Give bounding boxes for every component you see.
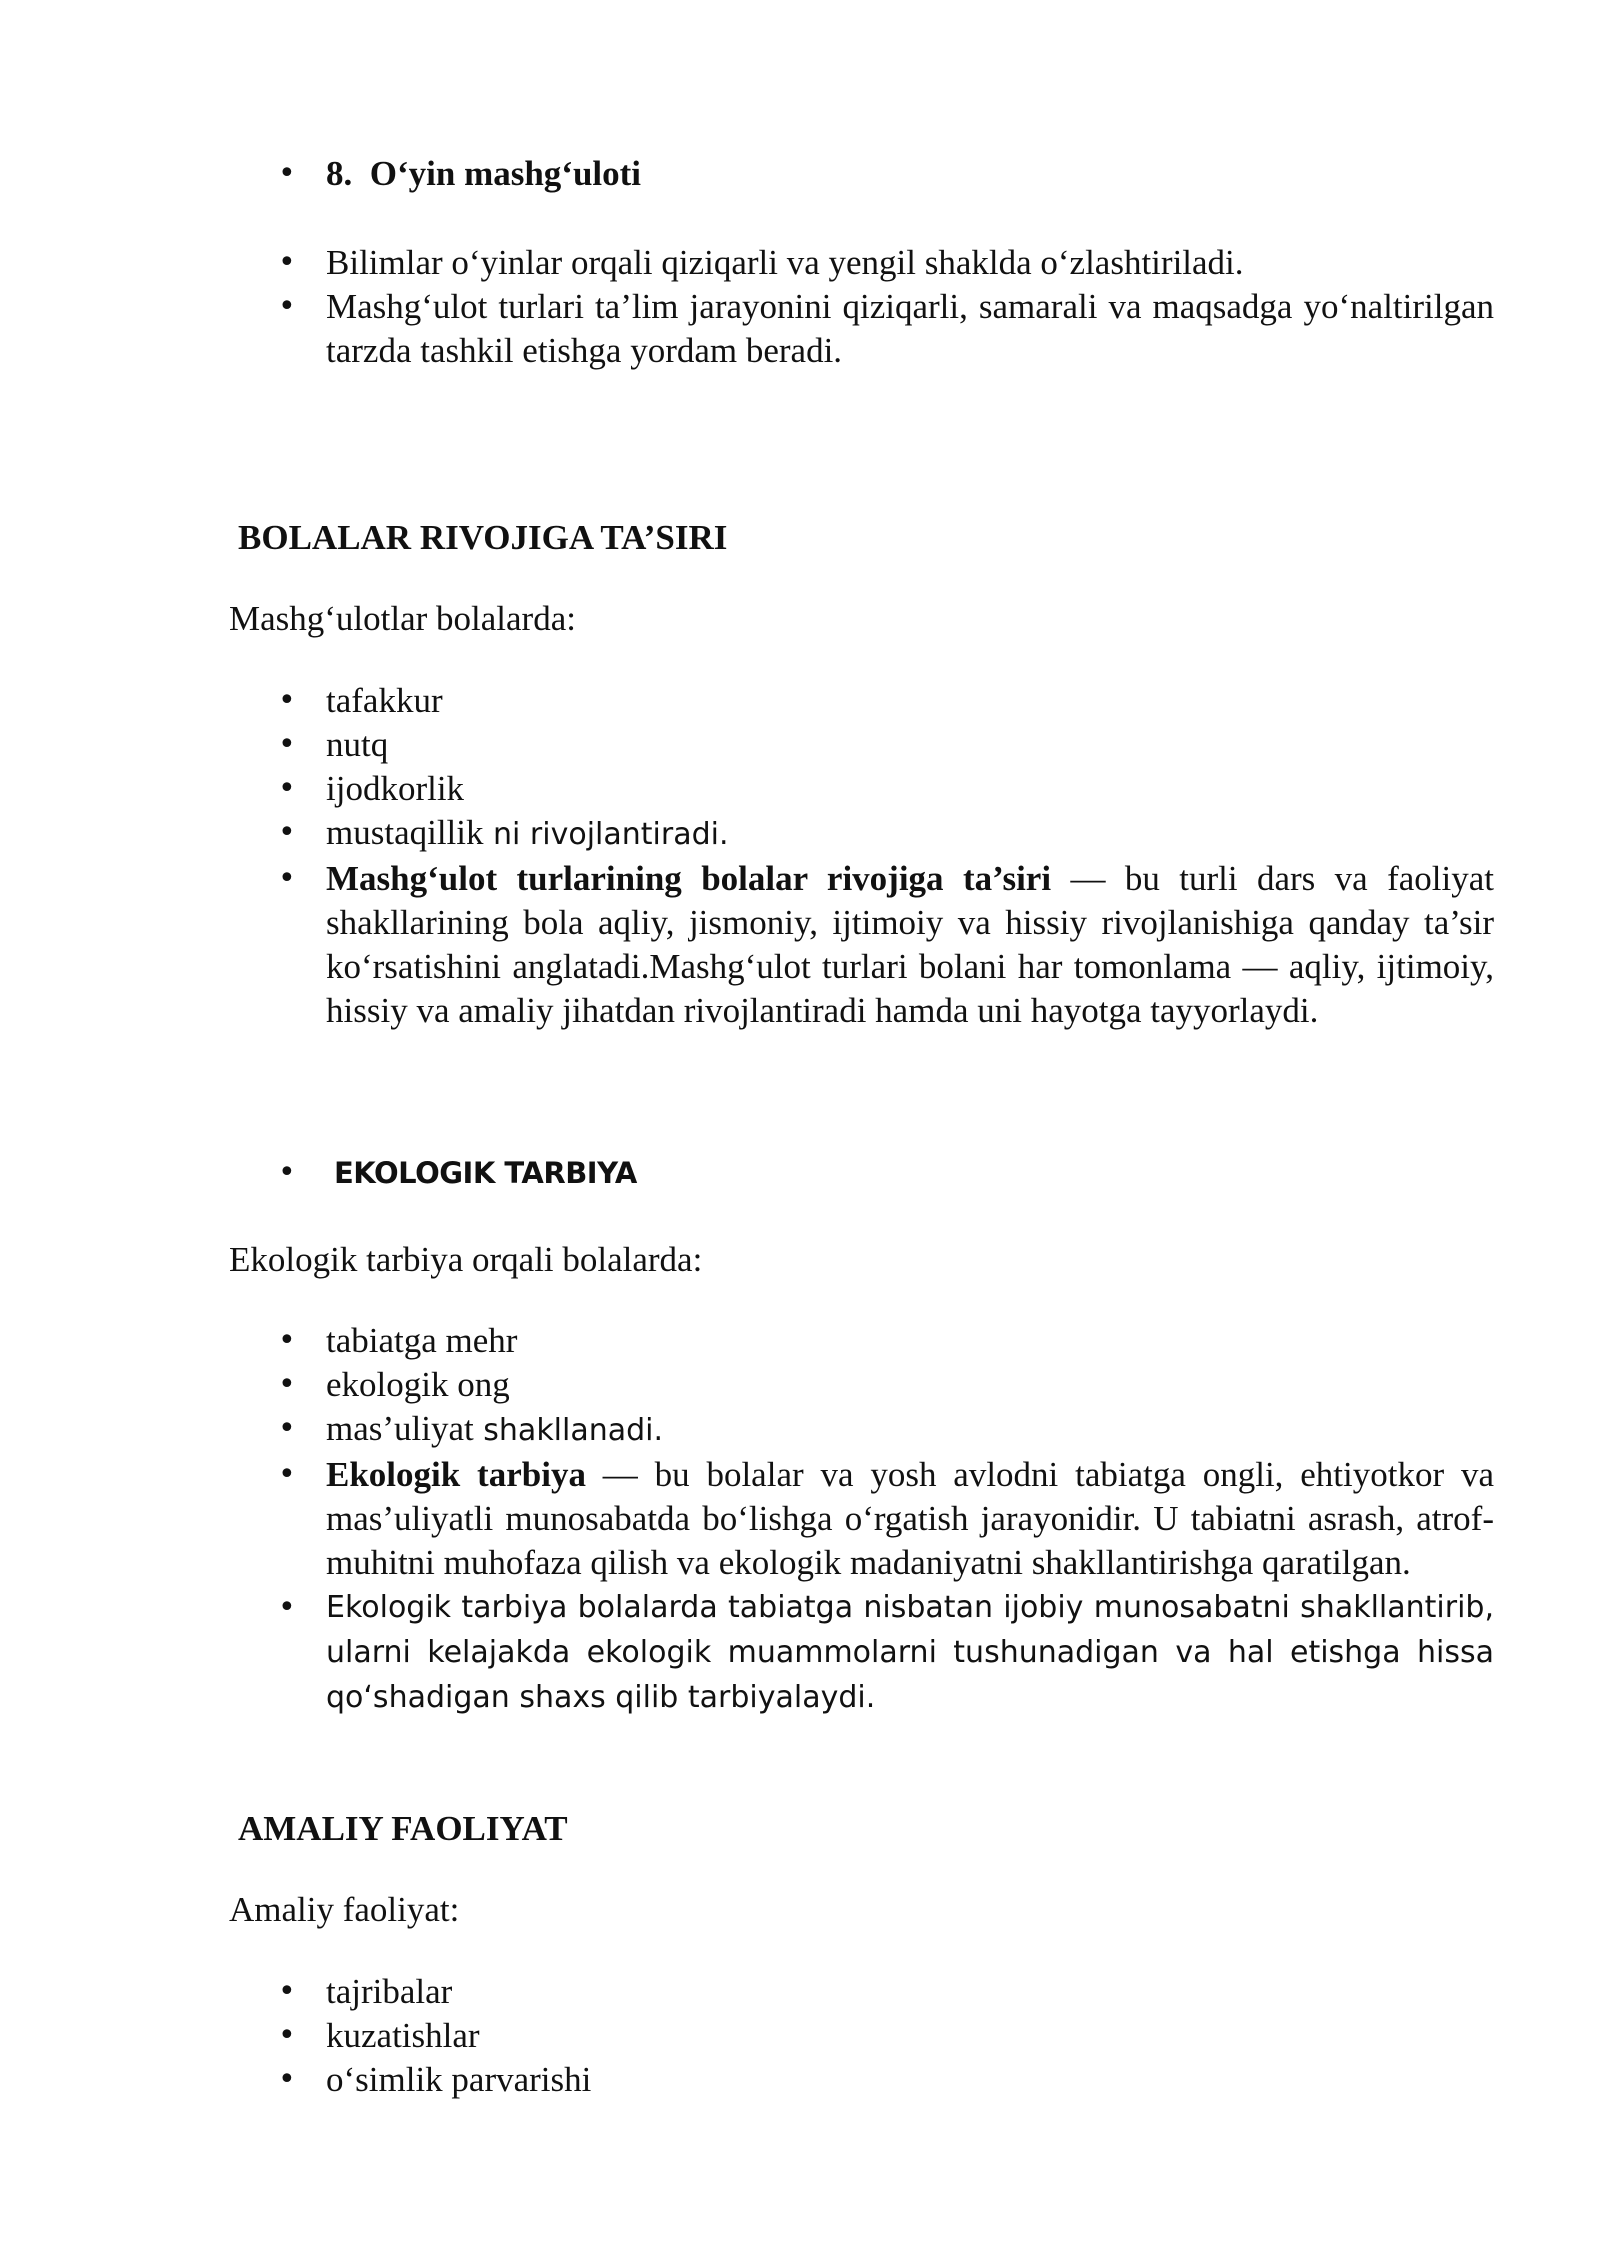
section-intro: Ekologik tarbiya orqali bolalarda: [229, 1240, 703, 1279]
list-item [0, 285, 1494, 373]
list-item-text: tafakkur [326, 681, 443, 720]
list-item [0, 767, 1494, 811]
list-item [0, 1585, 1494, 1720]
list-item [0, 857, 1494, 1033]
definition-term: Mashg‘ulot turlarining bolalar rivojiga ta’siri [326, 859, 1052, 898]
section2-bullets [0, 679, 1600, 1033]
list-item-text: o‘simlik parvarishi [326, 2060, 592, 2099]
bullet-icon: • [278, 1155, 296, 1190]
bullet-icon: • [278, 815, 296, 850]
list-item-text: mustaqillik [326, 813, 484, 852]
list-item [0, 2014, 1494, 2058]
list-item-text: mas’uliyat [326, 1409, 474, 1448]
bullet-icon: • [278, 245, 296, 280]
bullet-icon: • [278, 683, 296, 718]
bullet-icon: • [278, 289, 296, 324]
section-title: O‘yin mashg‘uloti [369, 154, 642, 193]
list-item [0, 152, 1494, 196]
list-item-text: tajribalar [326, 1972, 453, 2011]
section-heading: EKOLOGIK TARBIYA [334, 1156, 637, 1190]
list-item-text: kuzatishlar [326, 2016, 480, 2055]
section1-bullets [0, 241, 1600, 373]
definition-text: — bu turli dars va faoliyat shakllarining bola aqliy, jismoniy, ijtimoiy va hissiy rivojlanishiga qanday ta’sir ko‘rsatishini anglatadi.Mashg‘ulot turlari bolani har tomonlama — aqliy, ijtimoiy, hissiy va amaliy jihatdan rivojlantiradi hamda uni hayotga tayyorlaydi. [326, 859, 1494, 1030]
section-heading: BOLALAR RIVOJIGA TA’SIRI [238, 518, 728, 557]
list-item [0, 1970, 1494, 2014]
list-item [0, 1151, 1494, 1195]
list-item [0, 811, 1494, 857]
list-item-text: Bilimlar o‘yinlar orqali qiziqarli va yengil shaklda o‘zlashtiriladi. [326, 243, 1244, 282]
list-item [0, 1363, 1494, 1407]
list-item [0, 2058, 1494, 2102]
bullet-icon: • [278, 771, 296, 806]
list-item-text: shakllanadi. [473, 1413, 664, 1448]
section4-bullets [0, 1970, 1600, 2102]
section-heading: AMALIY FAOLIYAT [238, 1809, 568, 1848]
list-item [0, 1453, 1494, 1585]
list-item [0, 1319, 1494, 1363]
bullet-icon: • [278, 1367, 296, 1402]
section-number: 8. [326, 154, 353, 193]
bullet-icon: • [278, 1323, 296, 1358]
bullet-icon: • [278, 2062, 296, 2097]
section-intro: Amaliy faoliyat: [229, 1890, 460, 1929]
section1-title-list [0, 152, 1600, 196]
list-item-text: ijodkorlik [326, 769, 465, 808]
section-intro: Mashg‘ulotlar bolalarda: [229, 599, 576, 638]
bullet-icon: • [278, 727, 296, 762]
list-item [0, 241, 1494, 285]
list-item-text: tabiatga mehr [326, 1321, 518, 1360]
list-item [0, 679, 1494, 723]
bullet-icon: • [278, 2018, 296, 2053]
bullet-icon: • [278, 1411, 296, 1446]
bullet-icon: • [278, 861, 296, 896]
definition-text: — bu bolalar va yosh avlodni tabiatga ongli, ehtiyotkor va mas’uliyatli munosabatda bo‘lishga o‘rgatish jarayonidir. U tabiatni asrash, atrof-muhitni muhofaza qilish va ekologik madaniyatni shakllantirishga qaratilgan. [326, 1455, 1495, 1582]
section3-heading-list [0, 1151, 1600, 1195]
list-item-text: nutq [326, 725, 389, 764]
list-item [0, 1407, 1494, 1453]
bullet-icon: • [278, 1974, 296, 2009]
list-item-text: Ekologik tarbiya bolalarda tabiatga nisbatan ijobiy munosabatni shakllantirib, ularni kelajakda ekologik muammolarni tushunadigan va hal etishga hissa qo‘shadigan shaxs qilib tarbiyalaydi. [326, 1590, 1494, 1715]
definition-term: Ekologik tarbiya [326, 1455, 586, 1494]
list-item-text: Mashg‘ulot turlari ta’lim jarayonini qiziqarli, samarali va maqsadga yo‘naltirilgan tarzda tashkil etishga yordam beradi. [326, 287, 1494, 370]
list-item [0, 723, 1494, 767]
bullet-icon: • [278, 1590, 296, 1625]
list-item-text: ekologik ong [326, 1365, 510, 1404]
bullet-icon: • [278, 1457, 296, 1492]
list-item-text: ni rivojlantiradi. [483, 817, 729, 852]
section3-bullets [0, 1319, 1600, 1720]
bullet-icon: • [278, 156, 296, 191]
